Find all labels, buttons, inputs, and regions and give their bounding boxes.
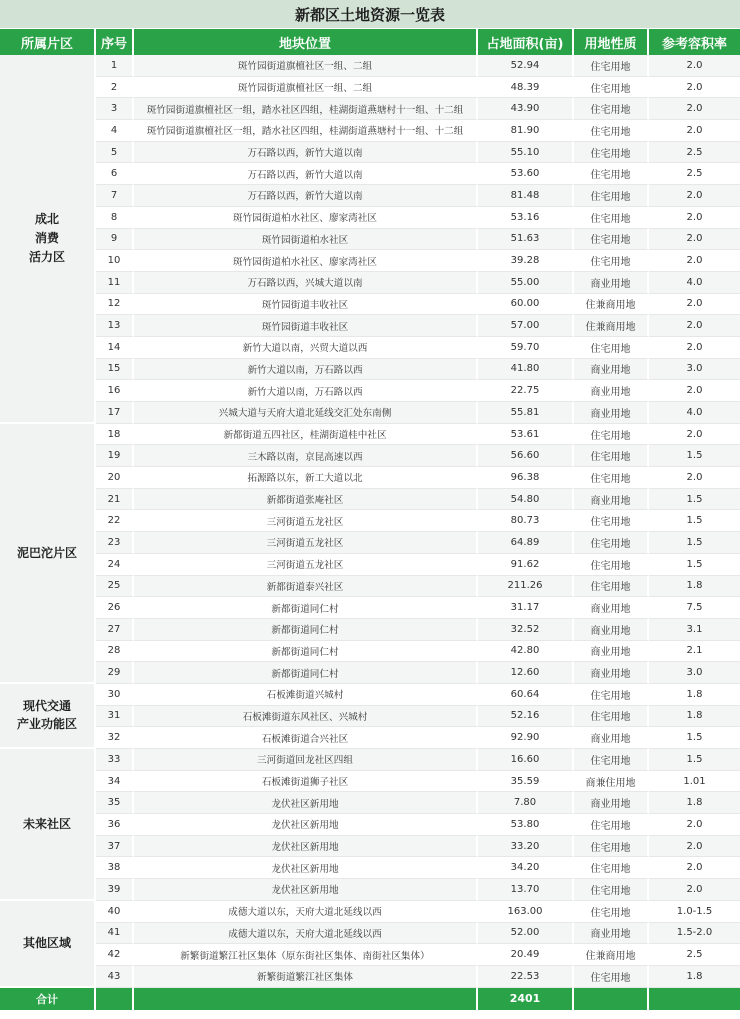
table-row <box>0 944 740 966</box>
row-area: 64.89 <box>478 532 574 554</box>
row-area: 53.61 <box>478 424 574 446</box>
row-serial: 37 <box>96 836 134 858</box>
row-location: 新都街道同仁村 <box>134 641 478 663</box>
row-area: 7.80 <box>478 792 574 814</box>
row-location: 斑竹园街道柏水社区、廖家湾社区 <box>134 250 478 272</box>
table-row <box>0 142 740 164</box>
row-land-use: 住宅用地 <box>574 966 649 988</box>
row-plot-ratio: 3.0 <box>649 359 740 381</box>
row-area: 96.38 <box>478 467 574 489</box>
row-location: 斑竹园街道柏水社区、廖家湾社区 <box>134 207 478 229</box>
row-location: 斑竹园街道丰收社区 <box>134 294 478 316</box>
row-serial: 35 <box>96 792 134 814</box>
row-area: 20.49 <box>478 944 574 966</box>
table-row <box>0 554 740 576</box>
table-row <box>0 380 740 402</box>
row-location: 万石路以西，兴城大道以南 <box>134 272 478 294</box>
row-land-use: 商业用地 <box>574 662 649 684</box>
row-plot-ratio: 4.0 <box>649 272 740 294</box>
row-location: 成德大道以东，天府大道北延线以西 <box>134 923 478 945</box>
row-area: 53.60 <box>478 163 574 185</box>
table-row <box>0 923 740 945</box>
row-land-use: 住宅用地 <box>574 229 649 251</box>
row-location: 新竹大道以南，万石路以西 <box>134 359 478 381</box>
row-location: 龙伏社区新用地 <box>134 857 478 879</box>
row-location: 新都街道同仁村 <box>134 597 478 619</box>
row-location: 新竹大道以南，兴贸大道以西 <box>134 337 478 359</box>
table-row <box>0 467 740 489</box>
total-empty-cell <box>649 988 740 1010</box>
row-plot-ratio: 1.8 <box>649 792 740 814</box>
row-land-use: 住兼商用地 <box>574 294 649 316</box>
row-plot-ratio: 2.0 <box>649 467 740 489</box>
row-land-use: 商业用地 <box>574 641 649 663</box>
row-land-use: 住宅用地 <box>574 510 649 532</box>
row-land-use: 住宅用地 <box>574 879 649 901</box>
table-row <box>0 966 740 988</box>
row-area: 52.16 <box>478 706 574 728</box>
row-serial: 15 <box>96 359 134 381</box>
row-location: 龙伏社区新用地 <box>134 814 478 836</box>
row-land-use: 住宅用地 <box>574 467 649 489</box>
row-land-use: 商业用地 <box>574 619 649 641</box>
header-location: 地块位置 <box>134 29 478 55</box>
row-area: 55.10 <box>478 142 574 164</box>
table-row <box>0 402 740 424</box>
table-row <box>0 706 740 728</box>
row-plot-ratio: 1.5-2.0 <box>649 923 740 945</box>
table-body <box>0 55 740 988</box>
row-plot-ratio: 2.0 <box>649 337 740 359</box>
row-serial: 4 <box>96 120 134 142</box>
row-area: 43.90 <box>478 98 574 120</box>
table-row <box>0 359 740 381</box>
row-serial: 16 <box>96 380 134 402</box>
row-area: 22.75 <box>478 380 574 402</box>
row-location: 新都街道五四社区，桂湖街道桂中社区 <box>134 424 478 446</box>
row-location: 兴城大道与天府大道北延线交汇处东南侧 <box>134 402 478 424</box>
row-plot-ratio: 2.0 <box>649 207 740 229</box>
row-land-use: 商业用地 <box>574 359 649 381</box>
row-area: 53.16 <box>478 207 574 229</box>
row-land-use: 商业用地 <box>574 272 649 294</box>
district-name: 泥巴沱片区 <box>0 424 96 684</box>
row-area: 54.80 <box>478 489 574 511</box>
row-location: 万石路以西，新竹大道以南 <box>134 142 478 164</box>
row-location: 新繁街道繁江社区集体（原东街社区集体、南街社区集体） <box>134 944 478 966</box>
row-plot-ratio: 2.0 <box>649 55 740 77</box>
row-location: 龙伏社区新用地 <box>134 792 478 814</box>
row-area: 13.70 <box>478 879 574 901</box>
row-serial: 7 <box>96 185 134 207</box>
row-area: 22.53 <box>478 966 574 988</box>
row-plot-ratio: 2.5 <box>649 944 740 966</box>
row-plot-ratio: 2.0 <box>649 836 740 858</box>
row-location: 斑竹园街道旗檀社区一组、二组 <box>134 77 478 99</box>
table-row <box>0 619 740 641</box>
row-serial: 8 <box>96 207 134 229</box>
district-name: 其他区域 <box>0 901 96 988</box>
row-plot-ratio: 2.0 <box>649 229 740 251</box>
total-row <box>0 988 740 1010</box>
total-area: 2401 <box>478 988 574 1010</box>
table-row <box>0 814 740 836</box>
row-land-use: 住宅用地 <box>574 250 649 272</box>
row-area: 39.28 <box>478 250 574 272</box>
row-land-use: 商业用地 <box>574 489 649 511</box>
table-row <box>0 207 740 229</box>
row-location: 斑竹园街道旗檀社区一组，踏水社区四组，桂湖街道燕塘村十一组、十二组 <box>134 120 478 142</box>
row-serial: 14 <box>96 337 134 359</box>
header-area: 占地面积(亩) <box>478 29 574 55</box>
row-land-use: 商业用地 <box>574 402 649 424</box>
row-area: 12.60 <box>478 662 574 684</box>
row-land-use: 住宅用地 <box>574 142 649 164</box>
row-plot-ratio: 1.5 <box>649 749 740 771</box>
row-area: 81.90 <box>478 120 574 142</box>
row-land-use: 住兼商用地 <box>574 944 649 966</box>
row-land-use: 商业用地 <box>574 792 649 814</box>
row-area: 211.26 <box>478 576 574 598</box>
row-serial: 6 <box>96 163 134 185</box>
row-serial: 1 <box>96 55 134 77</box>
table-row <box>0 792 740 814</box>
table-row <box>0 294 740 316</box>
table-row <box>0 510 740 532</box>
row-area: 52.94 <box>478 55 574 77</box>
row-plot-ratio: 2.0 <box>649 77 740 99</box>
row-location: 新都街道张庵社区 <box>134 489 478 511</box>
row-plot-ratio: 1.8 <box>649 706 740 728</box>
table-row <box>0 250 740 272</box>
row-plot-ratio: 2.0 <box>649 98 740 120</box>
district-name: 未来社区 <box>0 749 96 901</box>
table-row <box>0 532 740 554</box>
row-land-use: 住宅用地 <box>574 706 649 728</box>
row-plot-ratio: 2.0 <box>649 380 740 402</box>
row-location: 三河街道五龙社区 <box>134 532 478 554</box>
row-land-use: 住宅用地 <box>574 576 649 598</box>
row-location: 万石路以西，新竹大道以南 <box>134 163 478 185</box>
header-plot-ratio: 参考容积率 <box>649 29 740 55</box>
table-row <box>0 163 740 185</box>
row-area: 42.80 <box>478 641 574 663</box>
table-header-row <box>0 29 740 55</box>
row-area: 55.81 <box>478 402 574 424</box>
row-area: 34.20 <box>478 857 574 879</box>
row-location: 三河街道五龙社区 <box>134 554 478 576</box>
row-serial: 32 <box>96 727 134 749</box>
row-location: 斑竹园街道旗檀社区一组、二组 <box>134 55 478 77</box>
row-plot-ratio: 2.5 <box>649 142 740 164</box>
row-serial: 9 <box>96 229 134 251</box>
row-plot-ratio: 2.0 <box>649 857 740 879</box>
row-plot-ratio: 1.8 <box>649 576 740 598</box>
row-area: 81.48 <box>478 185 574 207</box>
row-location: 三木路以南，京昆高速以西 <box>134 445 478 467</box>
row-location: 石板滩街道东风社区、兴城村 <box>134 706 478 728</box>
row-location: 龙伏社区新用地 <box>134 836 478 858</box>
row-plot-ratio: 2.1 <box>649 641 740 663</box>
row-plot-ratio: 3.1 <box>649 619 740 641</box>
row-plot-ratio: 1.5 <box>649 489 740 511</box>
row-serial: 39 <box>96 879 134 901</box>
table-row <box>0 98 740 120</box>
table-row <box>0 641 740 663</box>
row-serial: 18 <box>96 424 134 446</box>
row-serial: 19 <box>96 445 134 467</box>
row-serial: 30 <box>96 684 134 706</box>
row-area: 80.73 <box>478 510 574 532</box>
row-location: 石板滩街道狮子社区 <box>134 771 478 793</box>
row-location: 万石路以西，新竹大道以南 <box>134 185 478 207</box>
row-plot-ratio: 1.5 <box>649 532 740 554</box>
row-land-use: 商业用地 <box>574 597 649 619</box>
row-plot-ratio: 1.5 <box>649 445 740 467</box>
row-area: 33.20 <box>478 836 574 858</box>
row-area: 56.60 <box>478 445 574 467</box>
table-row <box>0 727 740 749</box>
row-land-use: 住宅用地 <box>574 424 649 446</box>
header-serial: 序号 <box>96 29 134 55</box>
row-serial: 25 <box>96 576 134 598</box>
row-serial: 28 <box>96 641 134 663</box>
row-area: 91.62 <box>478 554 574 576</box>
row-serial: 2 <box>96 77 134 99</box>
district-name: 成北 消费 活力区 <box>0 55 96 424</box>
row-plot-ratio: 1.5 <box>649 510 740 532</box>
row-area: 59.70 <box>478 337 574 359</box>
row-land-use: 住宅用地 <box>574 836 649 858</box>
table-row <box>0 879 740 901</box>
row-serial: 23 <box>96 532 134 554</box>
row-serial: 5 <box>96 142 134 164</box>
row-area: 35.59 <box>478 771 574 793</box>
row-location: 龙伏社区新用地 <box>134 879 478 901</box>
row-serial: 40 <box>96 901 134 923</box>
row-location: 斑竹园街道柏水社区 <box>134 229 478 251</box>
total-label: 合计 <box>0 988 96 1010</box>
row-serial: 34 <box>96 771 134 793</box>
table-row <box>0 229 740 251</box>
table-row <box>0 55 740 77</box>
row-location: 新都街道同仁村 <box>134 619 478 641</box>
row-plot-ratio: 7.5 <box>649 597 740 619</box>
row-serial: 10 <box>96 250 134 272</box>
table-row <box>0 424 740 446</box>
row-area: 51.63 <box>478 229 574 251</box>
table-row <box>0 576 740 598</box>
row-area: 32.52 <box>478 619 574 641</box>
row-land-use: 住兼商用地 <box>574 315 649 337</box>
row-area: 31.17 <box>478 597 574 619</box>
table-row <box>0 901 740 923</box>
row-plot-ratio: 1.01 <box>649 771 740 793</box>
row-plot-ratio: 2.0 <box>649 814 740 836</box>
row-plot-ratio: 2.0 <box>649 185 740 207</box>
row-land-use: 住宅用地 <box>574 445 649 467</box>
row-area: 52.00 <box>478 923 574 945</box>
row-land-use: 住宅用地 <box>574 901 649 923</box>
row-area: 53.80 <box>478 814 574 836</box>
row-serial: 24 <box>96 554 134 576</box>
row-land-use: 住宅用地 <box>574 77 649 99</box>
row-serial: 3 <box>96 98 134 120</box>
row-land-use: 商业用地 <box>574 923 649 945</box>
district-name: 现代交通 产业功能区 <box>0 684 96 749</box>
row-area: 41.80 <box>478 359 574 381</box>
row-plot-ratio: 4.0 <box>649 402 740 424</box>
row-serial: 36 <box>96 814 134 836</box>
row-serial: 42 <box>96 944 134 966</box>
row-land-use: 住宅用地 <box>574 857 649 879</box>
row-plot-ratio: 2.0 <box>649 424 740 446</box>
row-land-use: 住宅用地 <box>574 337 649 359</box>
row-plot-ratio: 1.8 <box>649 966 740 988</box>
row-land-use: 住宅用地 <box>574 163 649 185</box>
table-row <box>0 272 740 294</box>
row-land-use: 住宅用地 <box>574 684 649 706</box>
row-serial: 29 <box>96 662 134 684</box>
row-land-use: 住宅用地 <box>574 120 649 142</box>
row-location: 石板滩街道合兴社区 <box>134 727 478 749</box>
row-serial: 31 <box>96 706 134 728</box>
table-row <box>0 684 740 706</box>
table-row <box>0 749 740 771</box>
row-land-use: 住宅用地 <box>574 98 649 120</box>
row-area: 55.00 <box>478 272 574 294</box>
table-row <box>0 489 740 511</box>
row-plot-ratio: 1.0-1.5 <box>649 901 740 923</box>
total-empty-cell <box>96 988 134 1010</box>
row-land-use: 住宅用地 <box>574 185 649 207</box>
row-land-use: 商业用地 <box>574 727 649 749</box>
row-location: 拓源路以东，新工大道以北 <box>134 467 478 489</box>
row-serial: 17 <box>96 402 134 424</box>
row-location: 三河街道回龙社区四组 <box>134 749 478 771</box>
row-land-use: 商业用地 <box>574 380 649 402</box>
total-empty-cell <box>574 988 649 1010</box>
row-plot-ratio: 3.0 <box>649 662 740 684</box>
row-land-use: 住宅用地 <box>574 814 649 836</box>
table-row <box>0 77 740 99</box>
table-row <box>0 771 740 793</box>
row-location: 三河街道五龙社区 <box>134 510 478 532</box>
row-location: 石板滩街道兴城村 <box>134 684 478 706</box>
row-location: 斑竹园街道旗檀社区一组，踏水社区四组，桂湖街道燕塘村十一组、十二组 <box>134 98 478 120</box>
row-land-use: 住宅用地 <box>574 207 649 229</box>
row-plot-ratio: 2.0 <box>649 250 740 272</box>
row-plot-ratio: 2.5 <box>649 163 740 185</box>
table-row <box>0 597 740 619</box>
row-location: 新竹大道以南，万石路以西 <box>134 380 478 402</box>
row-area: 48.39 <box>478 77 574 99</box>
row-location: 斑竹园街道丰收社区 <box>134 315 478 337</box>
table-row <box>0 836 740 858</box>
table-row <box>0 662 740 684</box>
row-land-use: 商兼住用地 <box>574 771 649 793</box>
row-serial: 21 <box>96 489 134 511</box>
row-land-use: 住宅用地 <box>574 749 649 771</box>
row-location: 新繁街道繁江社区集体 <box>134 966 478 988</box>
row-plot-ratio: 1.5 <box>649 554 740 576</box>
header-land-use: 用地性质 <box>574 29 649 55</box>
row-serial: 20 <box>96 467 134 489</box>
row-plot-ratio: 2.0 <box>649 315 740 337</box>
row-serial: 33 <box>96 749 134 771</box>
row-area: 163.00 <box>478 901 574 923</box>
row-serial: 26 <box>96 597 134 619</box>
header-district: 所属片区 <box>0 29 96 55</box>
row-land-use: 住宅用地 <box>574 532 649 554</box>
row-plot-ratio: 2.0 <box>649 879 740 901</box>
row-serial: 11 <box>96 272 134 294</box>
row-serial: 12 <box>96 294 134 316</box>
row-serial: 13 <box>96 315 134 337</box>
row-area: 60.00 <box>478 294 574 316</box>
row-land-use: 住宅用地 <box>574 554 649 576</box>
row-location: 成德大道以东，天府大道北延线以西 <box>134 901 478 923</box>
row-land-use: 住宅用地 <box>574 55 649 77</box>
row-area: 16.60 <box>478 749 574 771</box>
table-row <box>0 445 740 467</box>
row-plot-ratio: 2.0 <box>649 294 740 316</box>
row-plot-ratio: 1.8 <box>649 684 740 706</box>
land-resource-table <box>0 29 740 1010</box>
table-row <box>0 315 740 337</box>
table-title: 新都区土地资源一览表 <box>0 0 740 28</box>
row-serial: 38 <box>96 857 134 879</box>
row-area: 57.00 <box>478 315 574 337</box>
total-empty-cell <box>134 988 478 1010</box>
row-plot-ratio: 2.0 <box>649 120 740 142</box>
row-location: 新都街道泰兴社区 <box>134 576 478 598</box>
table-row <box>0 185 740 207</box>
row-area: 60.64 <box>478 684 574 706</box>
row-serial: 22 <box>96 510 134 532</box>
table-row <box>0 337 740 359</box>
row-serial: 43 <box>96 966 134 988</box>
row-location: 新都街道同仁村 <box>134 662 478 684</box>
table-row <box>0 857 740 879</box>
row-area: 92.90 <box>478 727 574 749</box>
row-plot-ratio: 1.5 <box>649 727 740 749</box>
row-serial: 27 <box>96 619 134 641</box>
table-row <box>0 120 740 142</box>
row-serial: 41 <box>96 923 134 945</box>
